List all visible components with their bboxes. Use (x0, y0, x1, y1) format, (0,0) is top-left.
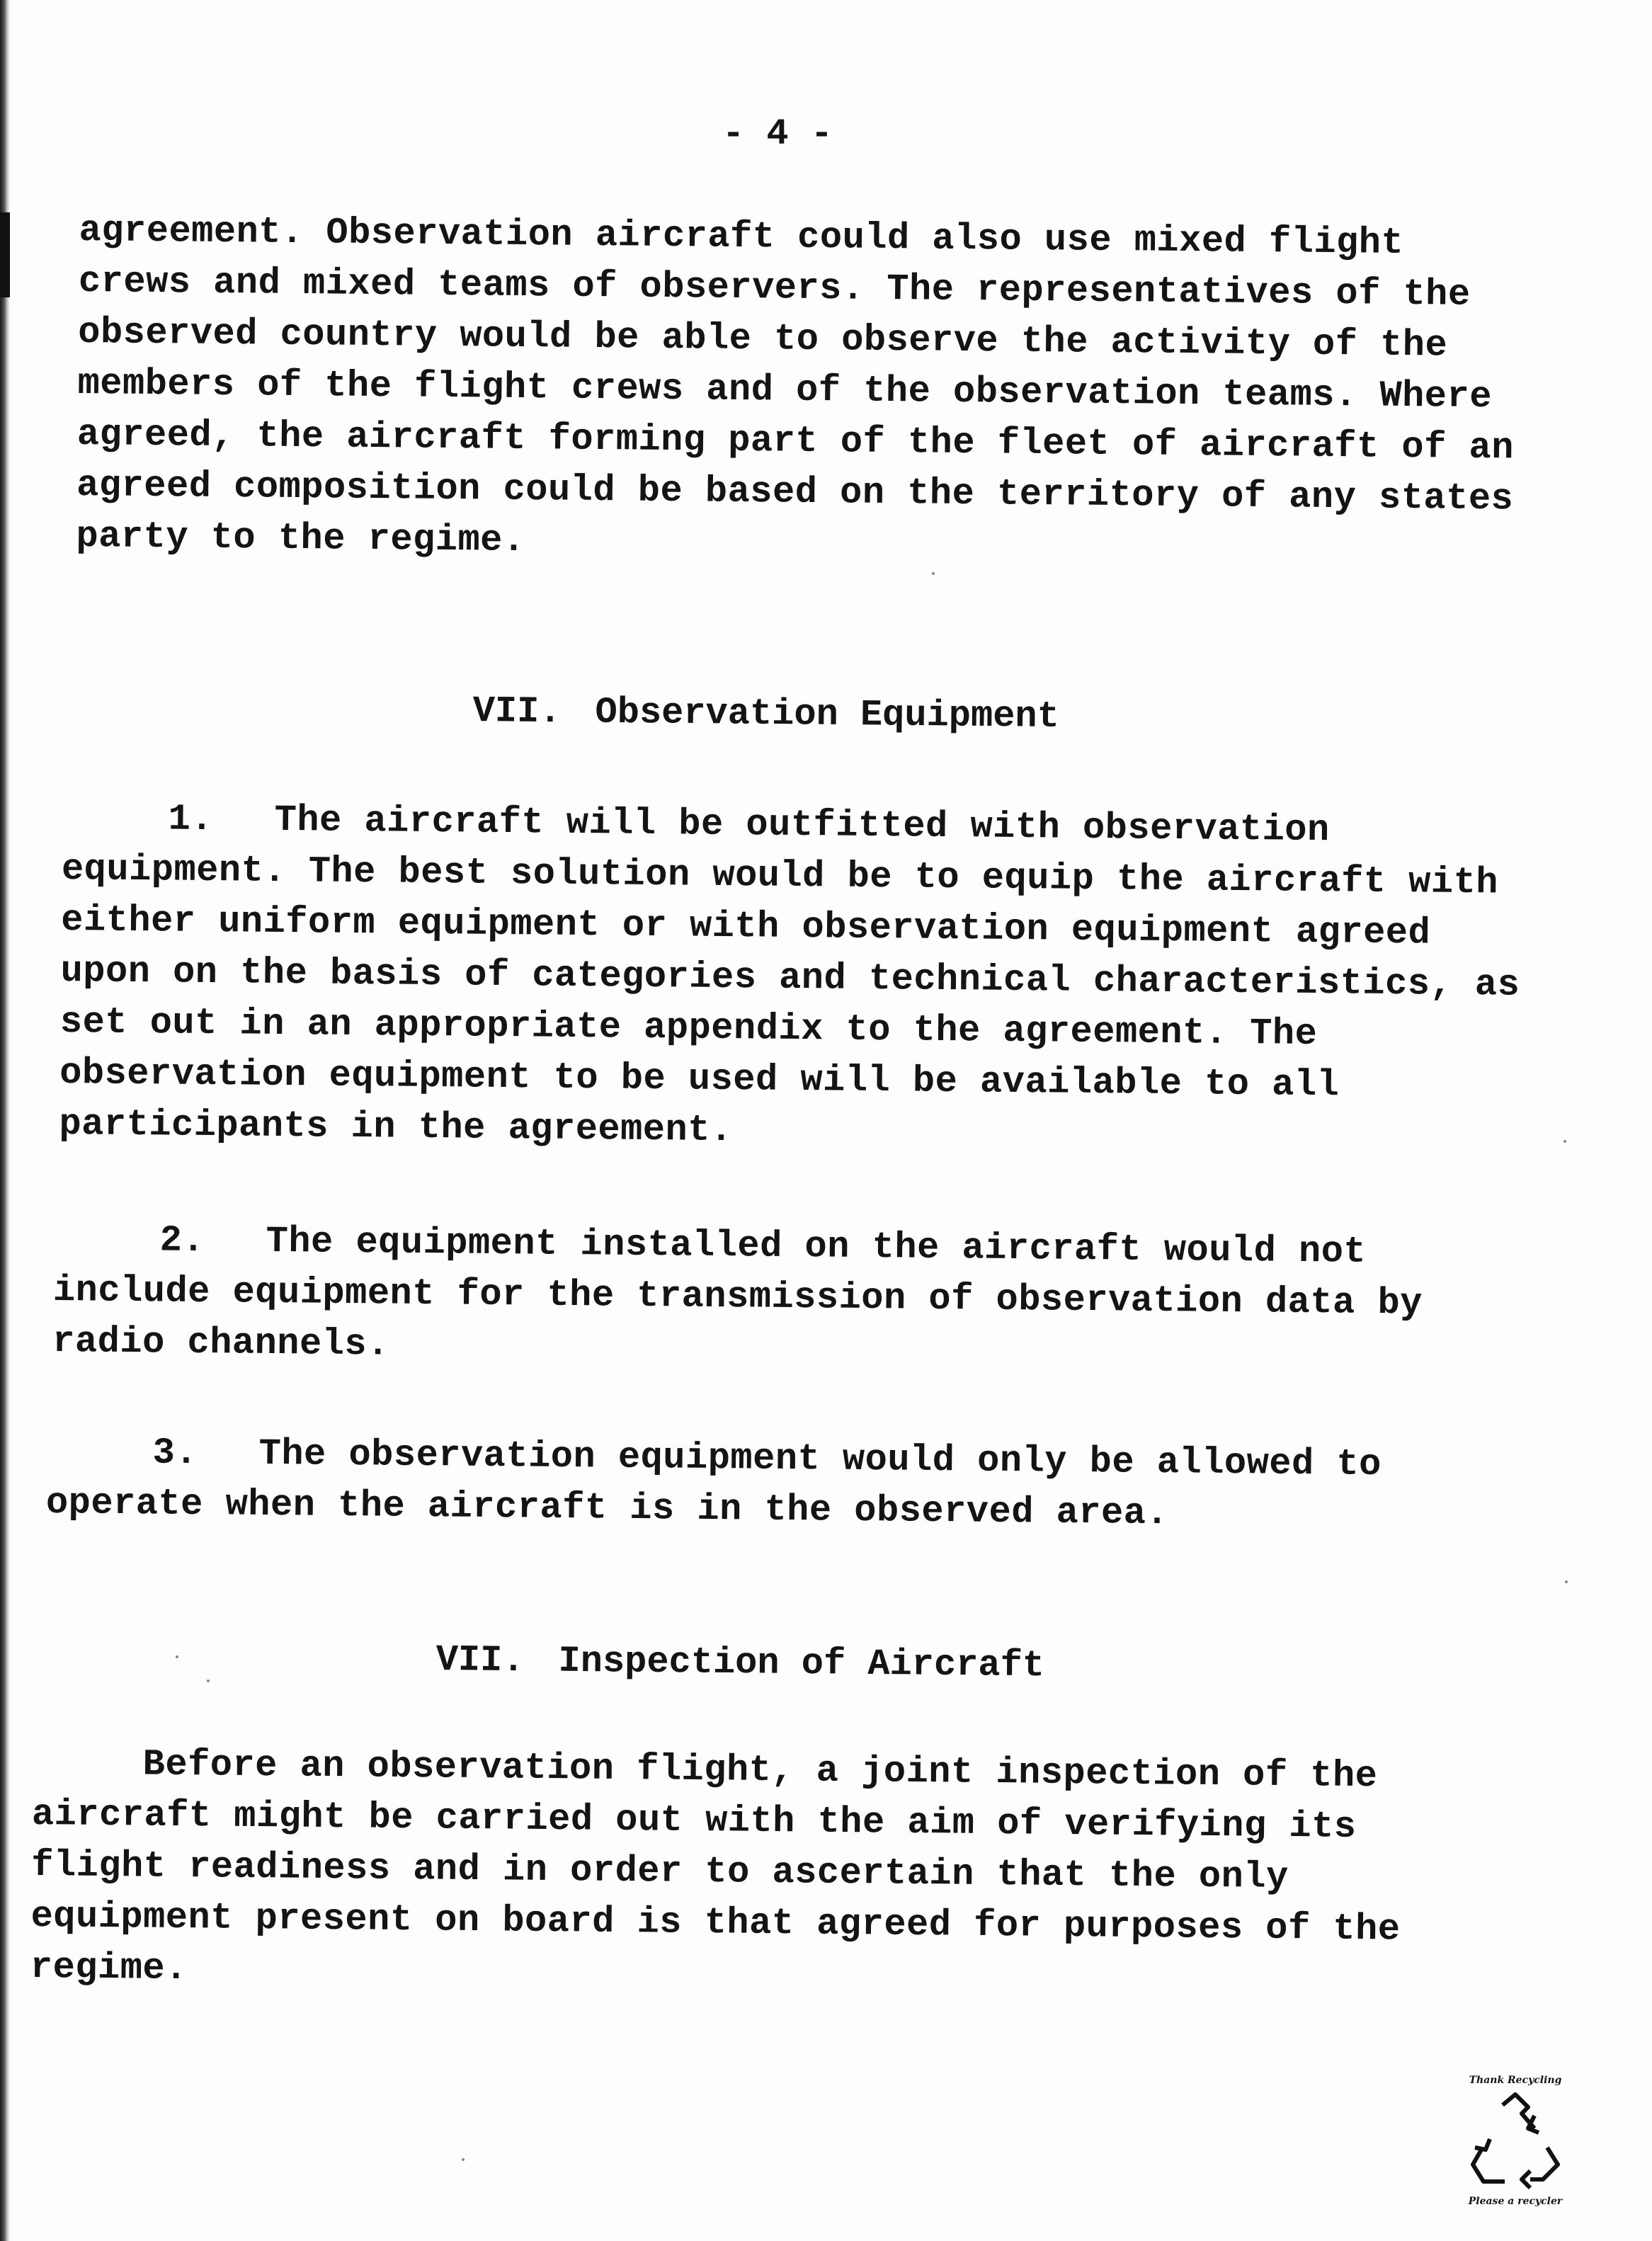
text-line: set out in an appropriate appendix to the agreement. The (59, 1000, 1318, 1056)
section-title: Inspection of Aircraft (558, 1640, 1045, 1687)
scan-edge (0, 0, 10, 2241)
page-number: - 4 - (722, 113, 833, 155)
section-heading-inspection (435, 1639, 1044, 1687)
text-line: observation equipment to be used will be available to all (59, 1051, 1340, 1107)
text-line: upon on the basis of categories and technical characteristics, as (60, 950, 1520, 1006)
text-line: agreement. Observation aircraft could also use mixed flight (79, 209, 1404, 264)
section-number: VII. (472, 690, 562, 734)
recycle-top-caption: Thank Recycling (1469, 2075, 1562, 2086)
recycle-bottom-caption: Please a recycler (1468, 2196, 1563, 2207)
text-line: operate when the aircraft is in the observed area. (45, 1481, 1169, 1535)
recycle-logo (1459, 2075, 1572, 2230)
text-line: party to the regime. (76, 515, 525, 562)
text-line: regime. (30, 1946, 188, 1990)
recycle-icon (1462, 2086, 1568, 2192)
text-line: radio channels. (52, 1320, 390, 1366)
text-line: agreed composition could be based on the territory of any states (76, 464, 1514, 520)
scan-speck (1563, 1140, 1566, 1143)
inspection-paragraph (30, 1738, 1402, 2007)
text-line: 2. The equipment installed on the aircraft would not (53, 1214, 1423, 1279)
item-number: 2. (159, 1219, 205, 1262)
item-number: 1. (168, 798, 214, 841)
text-line: aircraft might be carried out with the aim of verifying its (31, 1793, 1357, 1848)
item-number: 3. (152, 1432, 198, 1475)
section-number: VII. (435, 1639, 525, 1682)
text-line: 1. The aircraft will be outfitted with observation (62, 793, 1521, 858)
scan-speck (1565, 1580, 1568, 1583)
section-title: Observation Equipment (595, 691, 1060, 738)
text-line: crews and mixed teams of observers. The representatives of the (78, 260, 1471, 316)
equipment-item-2 (52, 1214, 1423, 1381)
text-line: participants in the agreement. (59, 1102, 733, 1152)
text-line: members of the flight crews and of the observation teams. Where (77, 362, 1493, 418)
intro-paragraph (76, 205, 1516, 576)
scan-speck (932, 572, 935, 575)
scan-edge-mark (0, 212, 10, 297)
text-line: Before an observation flight, a joint inspection of the (142, 1743, 1378, 1798)
section-heading-equipment (472, 690, 1059, 738)
text-line: agreed, the aircraft forming part of the fleet of aircraft of an (76, 413, 1515, 469)
text-line: observed country would be able to observe the activity of the (77, 311, 1448, 367)
text-line: 3. The observation equipment would only be allowed to (46, 1427, 1382, 1490)
text-line: equipment present on board is that agreed for purposes of the (30, 1895, 1401, 1951)
scan-speck (176, 1655, 178, 1658)
text-line: flight readiness and in order to ascertain that the only (30, 1844, 1289, 1899)
scan-speck (462, 2158, 465, 2161)
scan-speck (207, 1680, 210, 1682)
text-line: equipment. The best solution would be to equip the aircraft with (61, 848, 1499, 904)
equipment-item-3 (46, 1427, 1382, 1541)
text-line: include equipment for the transmission of observation data by (52, 1269, 1423, 1325)
text-line: either uniform equipment or with observation equipment agreed (60, 899, 1431, 954)
equipment-item-1 (59, 793, 1522, 1164)
